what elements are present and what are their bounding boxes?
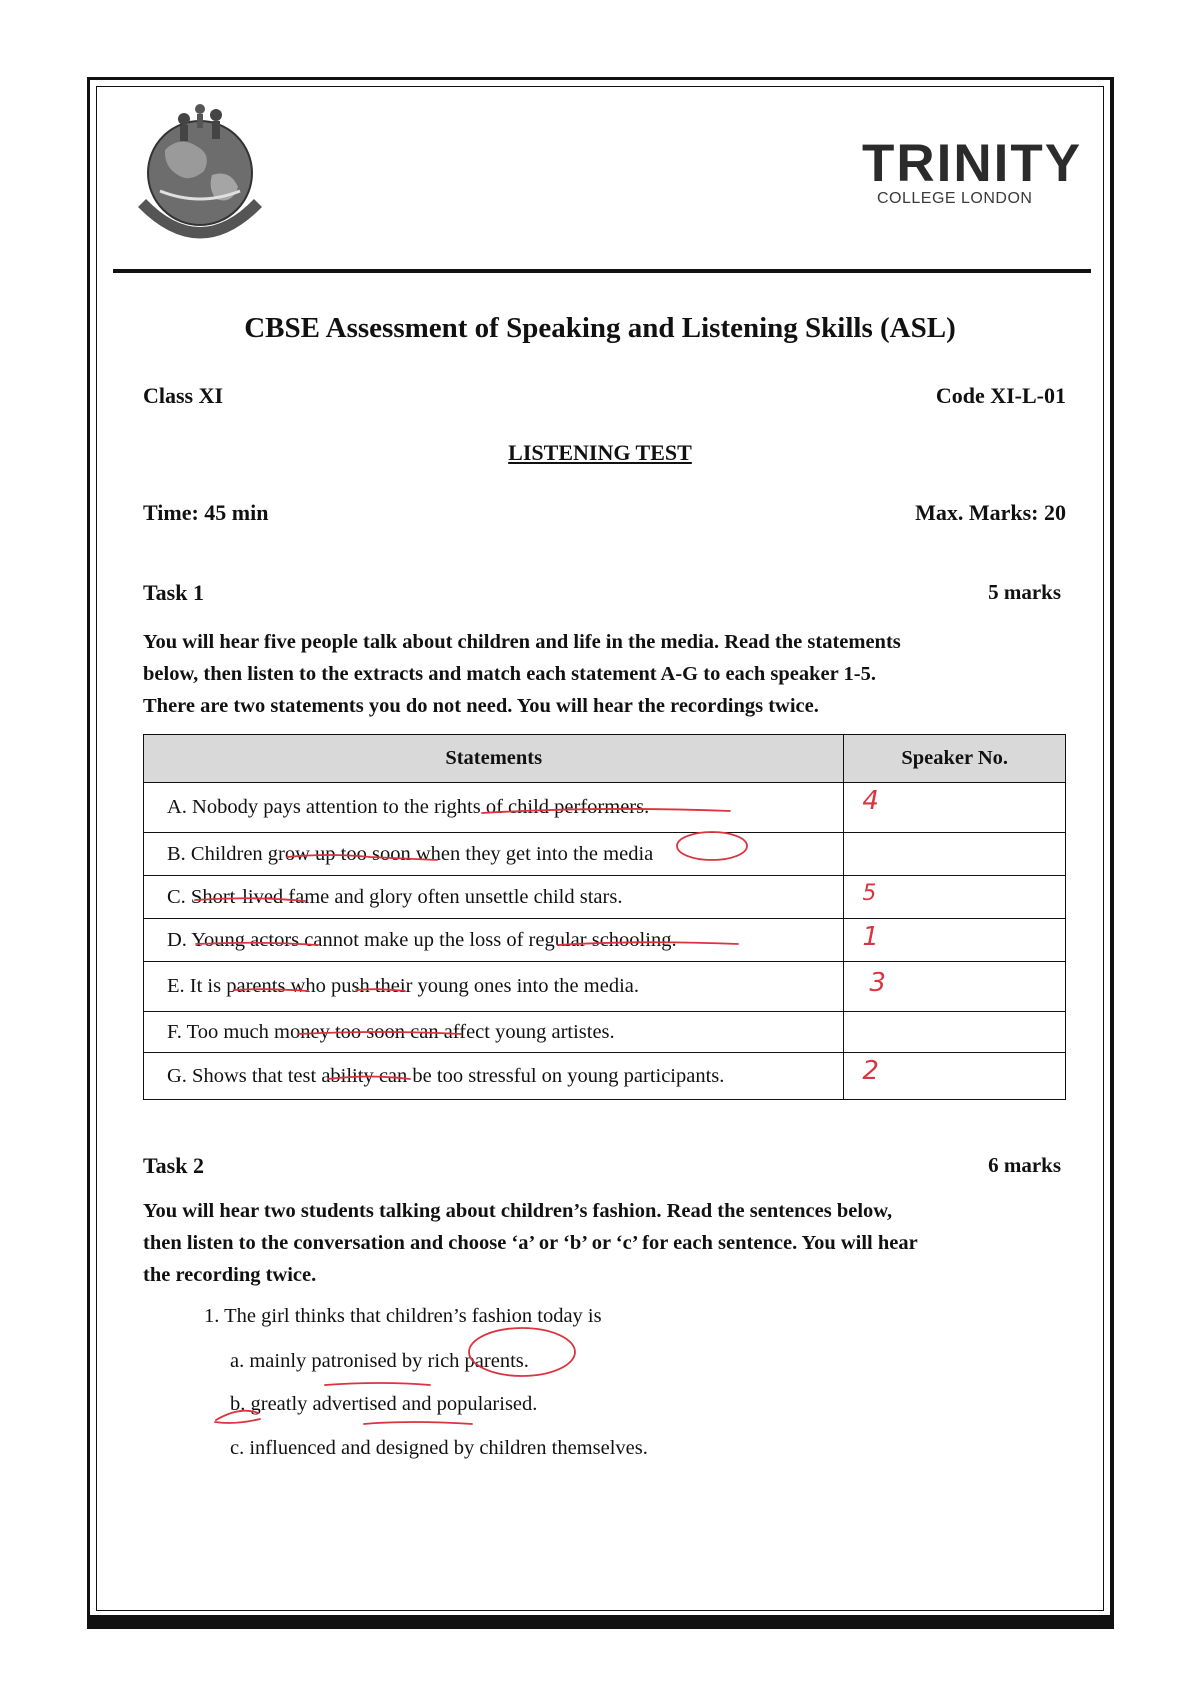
speaker-cell[interactable] <box>844 1012 1066 1053</box>
option-a[interactable]: a. mainly patronised by rich parents. <box>230 1350 529 1372</box>
statement-cell: G. Shows that test ability can be too stressful on young participants. <box>144 1053 844 1100</box>
speaker-cell[interactable] <box>844 919 1066 962</box>
statements-header: Statements <box>144 735 844 783</box>
speaker-header: Speaker No. <box>844 735 1066 783</box>
task2-label: Task 2 <box>143 1153 204 1178</box>
statement-cell: B. Children grow up too soon when they get into the media <box>144 833 844 876</box>
option-b[interactable]: b. greatly advertised and popularised. <box>230 1393 538 1415</box>
speaker-cell[interactable] <box>844 962 1066 1012</box>
task2-instruction-line: the recording twice. <box>143 1264 317 1286</box>
option-c[interactable]: c. influenced and designed by children themselves. <box>230 1437 648 1459</box>
school-seal-logo <box>120 95 280 255</box>
task1-instruction-line: You will hear five people talk about children and life in the media. Read the statements <box>143 631 901 653</box>
test-title: LISTENING TEST <box>508 440 692 465</box>
table-row <box>144 919 1066 962</box>
table-row <box>144 876 1066 919</box>
handwritten-answer: 4 <box>862 786 879 816</box>
class-label: Class XI <box>143 383 224 408</box>
handwritten-answer: 1 <box>862 922 879 952</box>
task1-instructions <box>143 626 1078 722</box>
code-label: Code XI-L-01 <box>935 383 1066 408</box>
statement-cell: D. Young actors cannot make up the loss of regular schooling. <box>144 919 844 962</box>
max-marks-label: Max. Marks: 20 <box>915 500 1066 525</box>
speaker-cell[interactable] <box>844 876 1066 919</box>
statement-cell: F. Too much money too soon can affect young artistes. <box>144 1012 844 1053</box>
question-1: 1. The girl thinks that children’s fashion today is <box>204 1305 602 1327</box>
table-row <box>144 783 1066 833</box>
header-divider <box>113 269 1091 273</box>
task1-instruction-line: below, then listen to the extracts and match each statement A-G to each speaker 1-5. <box>143 663 876 685</box>
table-row <box>144 1053 1066 1100</box>
task2-instruction-line: then listen to the conversation and choose ‘a’ or ‘b’ or ‘c’ for each sentence. You will hear <box>143 1232 918 1254</box>
statement-cell: E. It is parents who push their young ones into the media. <box>144 962 844 1012</box>
handwritten-answer: 2 <box>862 1056 879 1086</box>
table-row <box>144 1012 1066 1053</box>
logo-brand: TRINITY <box>862 134 1083 193</box>
task2-marks: 6 marks <box>988 1153 1061 1177</box>
page-title: CBSE Assessment of Speaking and Listening Skills (ASL) <box>244 312 956 344</box>
table-row <box>144 962 1066 1012</box>
logo-subtitle: COLLEGE LONDON <box>877 190 1033 207</box>
task1-instruction-line: There are two statements you do not need. You will hear the recordings twice. <box>143 695 819 717</box>
task2-instructions <box>143 1195 1078 1291</box>
trinity-logo <box>862 134 1083 215</box>
task1-marks: 5 marks <box>988 580 1061 604</box>
speaker-cell[interactable] <box>844 1053 1066 1100</box>
statements-table <box>143 734 1066 1100</box>
speaker-cell[interactable] <box>844 783 1066 833</box>
statement-cell: A. Nobody pays attention to the rights of child performers. <box>144 783 844 833</box>
time-label: Time: 45 min <box>143 500 269 525</box>
handwritten-answer: 3 <box>869 968 886 998</box>
statement-cell: C. Short-lived fame and glory often unsettle child stars. <box>144 876 844 919</box>
task1-label: Task 1 <box>143 580 204 605</box>
handwritten-answer: 5 <box>862 881 877 906</box>
speaker-cell[interactable] <box>844 833 1066 876</box>
task2-instruction-line: You will hear two students talking about children’s fashion. Read the sentences below, <box>143 1200 893 1222</box>
table-row <box>144 833 1066 876</box>
